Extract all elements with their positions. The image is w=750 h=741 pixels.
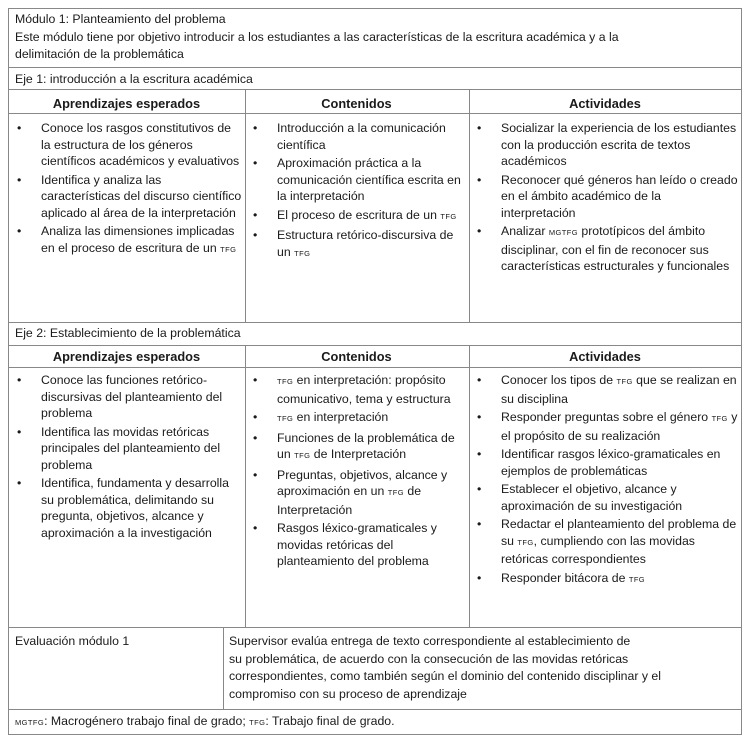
list-item	[474, 570, 738, 589]
eje1-title: Eje 1: introducción a la escritura académica	[15, 72, 253, 86]
list-item	[474, 516, 738, 568]
eje2-title: Eje 2: Establecimiento de la problemática	[15, 326, 241, 340]
item-text: de Interpretación	[277, 484, 422, 517]
list-item	[250, 207, 464, 226]
evaluacion-text-line3: correspondientes, como también según el dominio del contenido disciplinar y el	[229, 669, 662, 683]
list-item	[250, 430, 464, 465]
item-text: Reconocer qué géneros han leído o creado en el ámbito académico de la interpretación	[501, 172, 738, 220]
abbr-tfg: TFG	[628, 574, 646, 584]
footnote	[15, 713, 395, 731]
evaluacion-text-line2: su problemática, de acuerdo con la consecución de las movidas retóricas	[229, 652, 629, 666]
eje2-header-actividades: Actividades	[569, 349, 641, 364]
abbr-tfg: TFG	[711, 414, 728, 423]
list-item	[474, 172, 738, 222]
eje2-aprendizajes-list	[14, 372, 242, 543]
list-item	[474, 409, 738, 444]
footnote-part1: : Macrogénero trabajo final de grado;	[44, 714, 246, 728]
list-item	[474, 481, 738, 514]
abbr-tfg: TFG	[517, 537, 534, 547]
item-text: y el propósito de su realización	[501, 410, 738, 443]
list-item	[250, 520, 464, 570]
list-item	[250, 372, 464, 407]
list-item	[14, 424, 242, 474]
item-text: Interpretación	[330, 447, 407, 461]
eje1-header-aprendizajes: Aprendizajes esperados	[52, 96, 201, 111]
list-item	[474, 223, 738, 275]
divider	[9, 322, 741, 323]
item-text: Identifica las movidas retóricas principales del planteamiento del problema	[41, 424, 221, 472]
divider	[9, 367, 741, 368]
divider	[223, 627, 224, 709]
abbr-tfg: TFG	[294, 248, 311, 258]
eje2-contenidos-list	[250, 372, 464, 572]
list-item	[14, 172, 242, 222]
list-item	[250, 467, 464, 519]
divider	[245, 89, 246, 322]
item-text: Redactar el planteamiento del problema de su	[501, 517, 737, 548]
divider	[9, 345, 741, 346]
item-text: Aproximación práctica a la comunicación científica escrita en la interpretación	[277, 156, 461, 203]
item-text: Conoce los rasgos constitutivos de la estructura de los géneros científicos académicos y evaluativos	[41, 121, 240, 168]
item-text: , cumpliendo con las movidas retóricas correspondientes	[501, 533, 695, 566]
item-text: Establecer el objetivo, alcance y aproximación de su investigación	[501, 482, 683, 513]
eje2-actividades-list	[474, 372, 738, 590]
abbr-tfg: TFG	[616, 377, 633, 386]
abbr-tfg: TFG	[277, 414, 294, 423]
divider	[469, 345, 470, 627]
item-text: Estructura retórico-discursiva de un	[277, 228, 454, 259]
abbr-tfg: TFG	[440, 211, 457, 221]
item-text: prototípicos del ámbito disciplinar, con el fin de reconocer sus características estructurales y funcionales	[501, 224, 730, 273]
list-item	[14, 372, 242, 422]
module-title: Módulo 1: Planteamiento del problema	[15, 12, 226, 26]
item-text: Socializar la experiencia de los estudiantes con la producción escrita de textos académicos	[501, 121, 737, 168]
eje1-aprendizajes-list	[14, 120, 242, 260]
abbr-tfg: TFG	[277, 377, 294, 386]
list-item	[474, 372, 738, 407]
item-text: Preguntas, objetivos, alcance y aproximación en un	[277, 467, 448, 498]
module-description-line2: delimitación de la problemática	[15, 47, 184, 61]
abbr-tfg: TFG	[387, 488, 404, 497]
evaluacion-text-line1: Supervisor evalúa entrega de texto correspondiente al establecimiento de	[229, 634, 631, 648]
list-item	[250, 155, 464, 205]
divider	[245, 345, 246, 627]
item-text: El proceso de escritura de un	[277, 207, 437, 222]
item-text: en interpretación: propósito comunicativo, tema y estructura	[277, 373, 451, 406]
list-item	[250, 227, 464, 262]
item-text: en interpretación	[296, 410, 389, 424]
item-text: Conocer los tipos de	[501, 373, 614, 387]
abbr-tfg: TFG	[220, 244, 237, 254]
evaluacion-text-line4: compromiso con su proceso de aprendizaje	[229, 687, 467, 701]
eje1-header-contenidos: Contenidos	[321, 96, 392, 111]
item-text: Analizar	[501, 224, 546, 238]
list-item	[250, 409, 464, 428]
item-text: Identificar rasgos léxico-gramaticales en ejemplos de problemáticas	[501, 447, 721, 478]
divider	[9, 627, 741, 628]
item-text: Analiza las dimensiones implicadas en el proceso de escritura de un	[41, 224, 235, 255]
eje1-header-actividades: Actividades	[569, 96, 641, 111]
evaluacion-label: Evaluación módulo 1	[15, 634, 130, 648]
eje2-header-aprendizajes: Aprendizajes esperados	[52, 349, 201, 364]
list-item	[474, 120, 738, 170]
divider	[9, 89, 741, 90]
module-description-line1: Este módulo tiene por objetivo introducir a los estudiantes a las características de la escritura académica y a la	[15, 30, 619, 44]
item-text: Responder bitácora de	[501, 570, 626, 585]
divider	[9, 113, 741, 114]
list-item	[14, 120, 242, 170]
item-text: Rasgos léxico-gramaticales y movidas retóricas del planteamiento del problema	[277, 521, 437, 568]
item-text: Conoce las funciones retórico-discursivas del planteamiento del problema	[41, 373, 223, 420]
abbr-mgtfg: MGTFG	[15, 718, 45, 727]
item-text: Funciones de la problemática de un	[277, 430, 455, 461]
item-text: de	[313, 447, 328, 461]
divider	[9, 709, 741, 710]
abbr-tfg: TFG	[249, 718, 266, 727]
footnote-part2: : Trabajo final de grado.	[265, 714, 395, 728]
abbr-mgtfg: MGTFG	[548, 228, 578, 237]
list-item	[14, 223, 242, 258]
list-item	[474, 446, 738, 479]
eje1-actividades-list	[474, 120, 738, 277]
item-text: Identifica y analiza las características del discurso científico aplicado al área de la interpretación	[41, 172, 242, 220]
divider	[469, 89, 470, 322]
list-item	[14, 475, 242, 541]
item-text: que se realizan en su disciplina	[501, 373, 737, 406]
item-text: Responder preguntas sobre el género	[501, 410, 709, 424]
abbr-tfg: TFG	[294, 451, 311, 460]
list-item	[250, 120, 464, 153]
eje2-header-contenidos: Contenidos	[321, 349, 392, 364]
divider	[9, 67, 741, 68]
item-text: Introducción a la comunicación científica	[277, 121, 446, 152]
item-text: Identifica, fundamenta y desarrolla su problemática, delimitando su pregunta, objetivos, alcance y aproximación a la investigación	[41, 476, 229, 540]
eje1-contenidos-list	[250, 120, 464, 264]
